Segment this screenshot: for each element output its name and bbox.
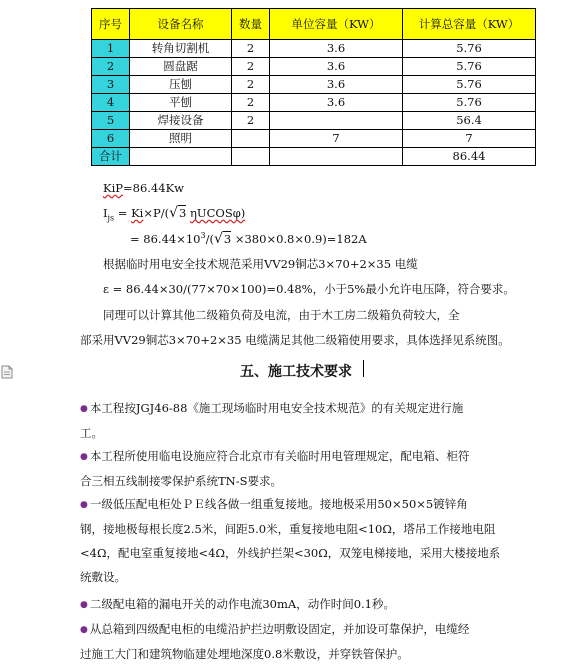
total-value: 86.44 [403, 148, 536, 166]
requirement-text: 过施工大门和建筑物临建处埋地深度0.8米敷设，并穿铁管保护。 [80, 647, 409, 661]
row-index: 4 [92, 94, 130, 112]
summary-line-1: 同理可以计算其他二级箱负荷及电流，由于木工房二级箱负荷较大，全 [103, 308, 460, 322]
requirement-item [80, 444, 515, 493]
ki-symbol: Ki [131, 206, 144, 220]
table-row [92, 94, 536, 112]
total-capacity: 5.76 [403, 40, 536, 58]
empty-cell [130, 148, 232, 166]
unit-capacity [270, 112, 403, 130]
row-index: 1 [92, 40, 130, 58]
result-exponent: 3 [200, 231, 206, 241]
text-cursor [363, 360, 364, 377]
total-capacity: 5.76 [403, 94, 536, 112]
bullet-icon: ● [80, 600, 88, 610]
sqrt-radicand: 3 [179, 206, 187, 220]
equipment-name: 焊接设备 [130, 112, 232, 130]
total-capacity: 56.4 [403, 112, 536, 130]
empty-cell [232, 148, 270, 166]
section-title: 五、施工技术要求 [240, 364, 352, 380]
total-capacity: 5.76 [403, 76, 536, 94]
current-result [130, 231, 367, 247]
row-index: 2 [92, 58, 130, 76]
requirement-text: 二级配电箱的漏电开关的动作电流30mA，动作时间0.1秒。 [89, 597, 395, 611]
requirement-text: 工。 [80, 426, 103, 440]
total-capacity: 5.76 [403, 58, 536, 76]
requirement-text: 本工程按JGJ46-88《施工现场临时用电安全技术规范》的有关规定进行施 [89, 401, 464, 415]
requirement-text: 本工程所使用临电设施应符合北京市有关临时用电管理规定，配电箱、柜符 [89, 449, 470, 463]
row-index: 6 [92, 130, 130, 148]
bullet-icon: ● [80, 625, 88, 635]
equipment-name: 圆盘踞 [130, 58, 232, 76]
sqrt-symbol: √ [213, 231, 223, 247]
quantity: 2 [232, 58, 270, 76]
quantity: 2 [232, 112, 270, 130]
bullet-icon: ● [80, 404, 88, 414]
requirement-item [80, 396, 515, 445]
current-symbol: I [103, 206, 108, 220]
table-total-row [92, 148, 536, 166]
bullet-icon: ● [80, 500, 88, 510]
kip-prefix: KiP [103, 181, 124, 195]
row-index: 3 [92, 76, 130, 94]
quantity: 2 [232, 40, 270, 58]
sqrt-symbol: √ [169, 205, 179, 221]
quantity: 2 [232, 76, 270, 94]
summary-line-2: 部采用VV29铜芯3×70+2×35 电缆满足其他二级箱使用要求，具体选择见系统图。 [80, 333, 510, 347]
unit-capacity: 3.6 [270, 40, 403, 58]
requirement-item [80, 617, 515, 666]
row-index: 5 [92, 112, 130, 130]
requirement-text: 钢，接地极每根长度2.5米，间距5.0米，重复接地电阻<10Ω，塔吊工作接地电阻 [80, 522, 496, 536]
unit-capacity: 3.6 [270, 76, 403, 94]
table-header-row [92, 9, 536, 40]
equipment-load-table [91, 8, 536, 166]
table-row [92, 58, 536, 76]
formula-middle: ×P/( [143, 206, 170, 220]
equipment-name: 平刨 [130, 94, 232, 112]
bullet-icon: ● [80, 452, 88, 462]
requirement-item [80, 492, 515, 589]
table-row [92, 76, 536, 94]
total-label: 合计 [92, 148, 130, 166]
header-cell: 设备名称 [130, 9, 232, 40]
equipment-name: 照明 [130, 130, 232, 148]
current-formula [103, 205, 245, 222]
unit-capacity: 3.6 [270, 58, 403, 76]
quantity [232, 130, 270, 148]
requirement-text: 一级低压配电柜处ＰＥ线各做一组重复接地。接地极采用50×50×5镀锌角 [89, 497, 468, 511]
result-middle: /( [205, 232, 214, 246]
quantity: 2 [232, 94, 270, 112]
result-end: ×380×0.8×0.9)=182A [234, 232, 367, 246]
result-prefix: = 86.44×10 [130, 232, 201, 246]
total-capacity: 7 [403, 130, 536, 148]
unit-capacity: 7 [270, 130, 403, 148]
header-cell: 计算总容量（KW） [403, 9, 536, 40]
table-row [92, 40, 536, 58]
sqrt-radicand: 3 [223, 232, 232, 246]
equipment-name: 转角切割机 [130, 40, 232, 58]
header-cell: 单位容量（KW） [270, 9, 403, 40]
requirement-text: 统敷设。 [80, 570, 126, 584]
document-icon[interactable] [1, 365, 13, 379]
header-cell: 数量 [232, 9, 270, 40]
kip-value: =86.44Kw [123, 181, 185, 195]
unit-capacity: 3.6 [270, 94, 403, 112]
requirement-text: 从总箱到四级配电柜的电缆沿护拦边明敷设固定，并加设可靠保护，电缆经 [89, 622, 470, 636]
requirement-text: <4Ω，配电室重复接地<4Ω，外线护拦架<30Ω，双笼电梯接地，采用大楼接地系 [80, 546, 501, 560]
empty-cell [270, 148, 403, 166]
equipment-name: 压刨 [130, 76, 232, 94]
requirement-text: 合三相五线制接零保护系统TN-S要求。 [80, 474, 282, 488]
formula-end: ηUCOSφ) [190, 206, 246, 220]
voltage-drop-text: ε = 86.44×30/(77×70×100)=0.48%，小于5%最小允许电压降，符合要求。 [103, 282, 515, 296]
equals-sign: = [114, 206, 132, 220]
cable-selection-text: 根据临时用电安全技术规范采用VV29铜芯3×70+2×35 电缆 [103, 257, 418, 271]
requirement-item [80, 592, 515, 617]
table-row [92, 112, 536, 130]
kip-line [103, 181, 184, 195]
header-cell: 序号 [92, 9, 130, 40]
current-subscript: js [107, 213, 115, 223]
table-row [92, 130, 536, 148]
